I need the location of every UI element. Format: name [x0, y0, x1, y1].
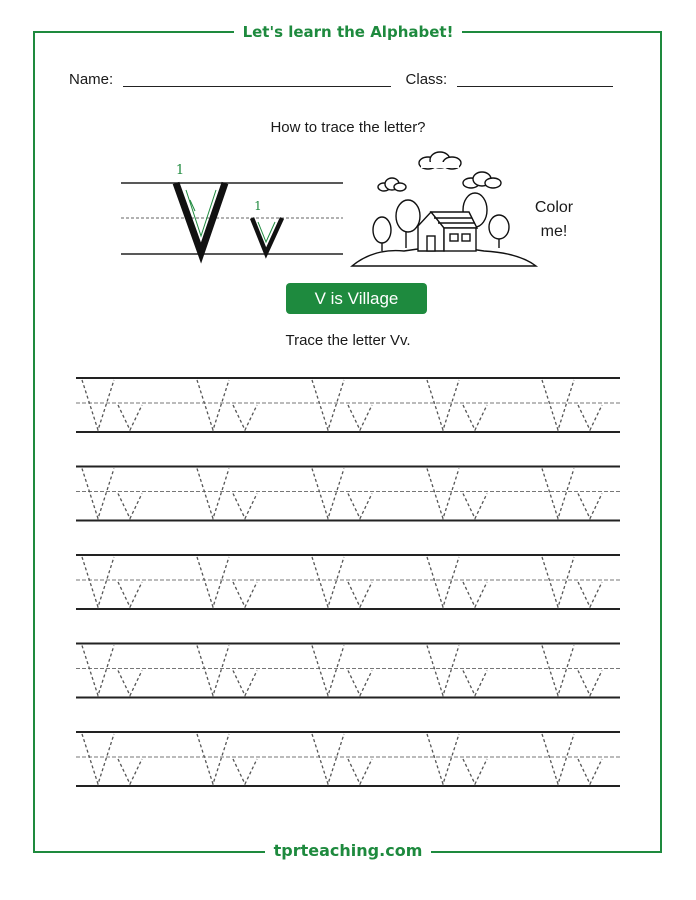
cloud-icon: [378, 178, 406, 191]
name-class-row: [69, 71, 613, 88]
demo-heading: How to trace the letter?: [270, 119, 426, 136]
tree-icon: [373, 217, 391, 251]
color-me-caption: Color me!: [534, 199, 574, 240]
name-field[interactable]: [123, 86, 391, 87]
tree-icon: [489, 215, 509, 248]
class-label: Class:: [405, 71, 448, 88]
worksheet-title: Let's learn the Alphabet!: [0, 22, 696, 41]
name-label: Name:: [69, 71, 114, 88]
tree-icon: [396, 200, 420, 248]
cloud-icon: [463, 172, 501, 188]
stroke-number-upper: 1: [175, 163, 185, 178]
practice-heading: Trace the letter Vv.: [285, 332, 411, 349]
class-field[interactable]: [457, 86, 613, 87]
word-badge: V is Village: [286, 283, 427, 314]
village-illustration: [344, 148, 544, 276]
house-icon: [418, 212, 477, 251]
footer-site: tprteaching.com: [0, 841, 696, 860]
stroke-number-lower: 1: [254, 199, 262, 213]
cloud-icon: [419, 152, 461, 169]
